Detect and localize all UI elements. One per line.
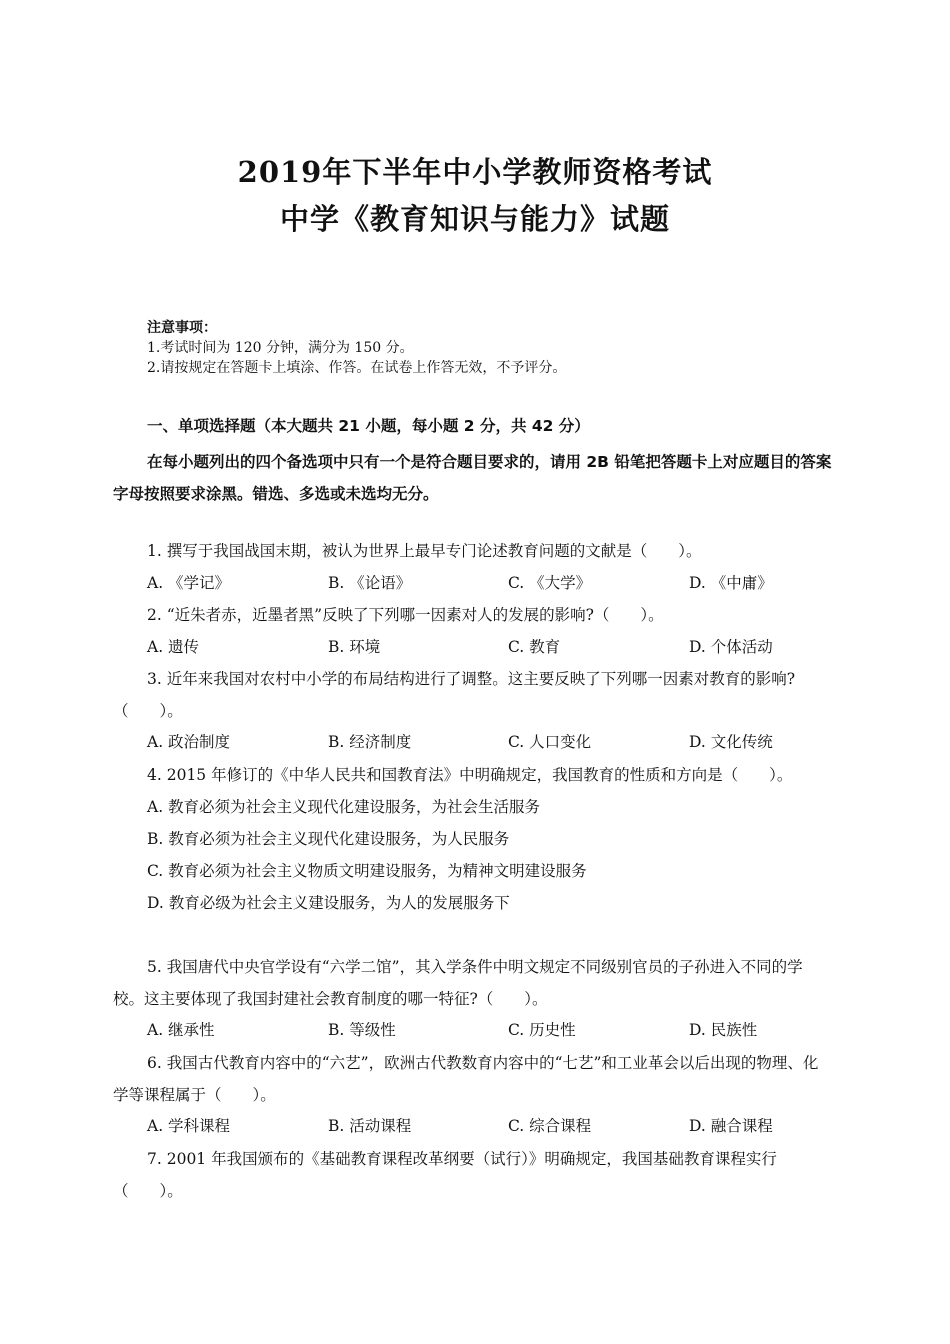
option-a: A. 教育必须为社会主义现代化建设服务，为社会生活服务 <box>147 797 541 816</box>
option-c: C. 教育 <box>508 637 561 656</box>
option-c: C. 人口变化 <box>508 733 592 751</box>
option-c: C. 教育必须为社会主义物质文明建设服务，为精神文明建设服务 <box>147 861 587 880</box>
exam-title-line2: 中学《教育知识与能力》试题 <box>279 202 670 236</box>
option-a: A. 遗传 <box>147 637 200 656</box>
section-instruction: 在每小题列出的四个备选项中只有一个是符合题目要求的，请用 2B 铅笔把答题卡上对应题目的答案字母按照要求涂黑。错选、多选或未选均无分。 <box>113 453 832 503</box>
option-b: B. 活动课程 <box>328 1117 412 1135</box>
question-stem: 5. 我国唐代中央官学设有“六学二馆”，其入学条件中明文规定不同级别官员的子孙进入不同的学校。这主要体现了我国封建社会教育制度的哪一特征?（ ）。 <box>113 958 803 1008</box>
option-b: B. 等级性 <box>328 1021 396 1039</box>
option-b: B. 《论语》 <box>328 573 412 592</box>
notice-item: 2.请按规定在答题卡上填涂、作答。在试卷上作答无效，不予评分。 <box>147 360 567 376</box>
option-d: D. 个体活动 <box>689 637 773 656</box>
question-1 <box>113 536 833 600</box>
option-a: A. 《学记》 <box>147 573 231 592</box>
option-row <box>113 1111 833 1143</box>
option-b: B. 教育必须为社会主义现代化建设服务，为人民服务 <box>147 829 510 848</box>
question-6 <box>113 1048 833 1143</box>
option-d: D. 民族性 <box>689 1021 758 1039</box>
option-d: D. 融合课程 <box>689 1117 773 1135</box>
option-c: C. 历史性 <box>508 1021 576 1039</box>
question-3 <box>113 664 833 759</box>
question-stem: 2. “近朱者赤，近墨者黑”反映了下列哪一因素对人的发展的影响?（ ）。 <box>147 606 664 624</box>
option-row <box>113 727 833 759</box>
option-a: A. 继承性 <box>147 1021 215 1039</box>
question-stem: 4. 2015 年修订的《中华人民共和国教育法》中明确规定，我国教育的性质和方向是（ ）。 <box>147 766 793 784</box>
question-7 <box>113 1144 833 1207</box>
option-c: C. 《大学》 <box>508 573 592 592</box>
question-stem: 1. 撰写于我国战国末期，被认为世界上最早专门论述教育问题的文献是（ ）。 <box>147 542 702 560</box>
question-5 <box>113 952 833 1047</box>
notice-heading: 注意事项： <box>147 320 217 336</box>
question-4 <box>113 760 833 920</box>
option-row <box>113 632 833 664</box>
option-d: D. 教育必级为社会主义建设服务，为人的发展服务下 <box>147 893 510 912</box>
question-2 <box>113 600 833 664</box>
exam-title-line1: 2019年下半年中小学教师资格考试 <box>237 155 713 189</box>
option-d: D. 《中庸》 <box>689 573 773 592</box>
notice-block <box>147 318 566 378</box>
option-b: B. 环境 <box>328 637 381 656</box>
option-a: A. 学科课程 <box>147 1117 231 1135</box>
notice-item: 1.考试时间为 120 分钟，满分为 150 分。 <box>147 340 414 356</box>
option-c: C. 综合课程 <box>508 1117 592 1135</box>
option-d: D. 文化传统 <box>689 733 773 751</box>
section-heading: 一、单项选择题（本大题共 21 小题，每小题 2 分，共 42 分） <box>147 417 590 435</box>
question-stem: 6. 我国古代教育内容中的“六艺”，欧洲古代教数育内容中的“七艺”和工业革会以后出现的物理、化学等课程属于（ ）。 <box>113 1054 819 1104</box>
option-b: B. 经济制度 <box>328 733 412 751</box>
question-stem: 7. 2001 年我国颁布的《基础教育课程改革纲要（试行）》明确规定，我国基础教育课程实行（ ）。 <box>113 1150 777 1200</box>
option-a: A. 政治制度 <box>147 733 231 751</box>
question-stem: 3. 近年来我国对农村中小学的布局结构进行了调整。这主要反映了下列哪一因素对教育的影响?（ ）。 <box>113 670 796 720</box>
option-row <box>113 568 833 600</box>
option-row <box>113 1015 833 1047</box>
